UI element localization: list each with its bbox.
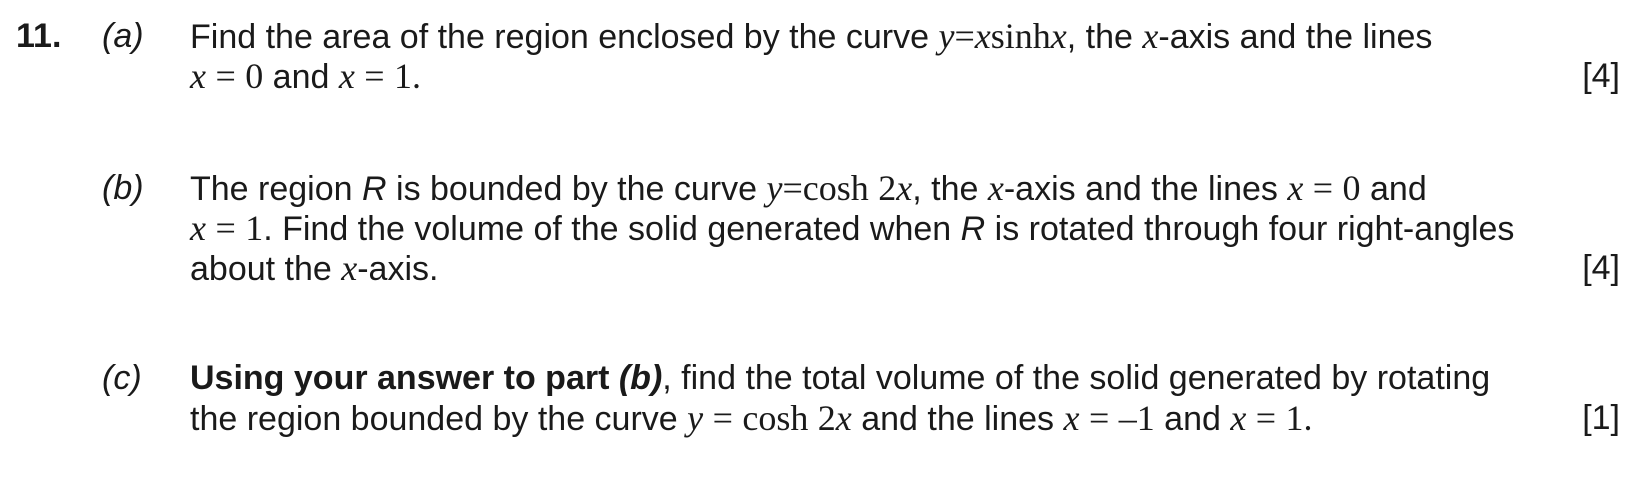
part-b-marks: [4] xyxy=(1582,249,1620,287)
math-y: y xyxy=(938,16,955,56)
math-zero: 0 xyxy=(245,56,264,96)
part-c-marks: [1] xyxy=(1582,399,1620,437)
math-x: x xyxy=(987,168,1004,208)
math-equals: = xyxy=(1312,168,1334,208)
part-c-text-2: the region bounded by the curve xyxy=(190,400,678,438)
part-b-text xyxy=(190,168,1620,288)
math-x: x xyxy=(1050,16,1067,56)
math-cosh: cosh xyxy=(742,398,809,438)
part-a-line-2 xyxy=(190,56,1620,96)
period: . xyxy=(412,56,422,96)
math-equals: = xyxy=(954,16,975,56)
math-equals: = xyxy=(712,398,733,438)
math-one: 1 xyxy=(245,208,264,248)
math-x: x xyxy=(1287,168,1304,208)
question-number: 11. xyxy=(16,17,62,55)
part-b-text-1: The region xyxy=(190,170,353,208)
math-zero: 0 xyxy=(1342,168,1361,208)
part-c-line-1 xyxy=(190,358,1620,398)
part-c-bold-part: (b) xyxy=(618,359,663,397)
part-b-text-7: about the xyxy=(190,250,332,288)
region-r: R xyxy=(362,170,387,208)
part-a-text xyxy=(190,16,1620,96)
part-a-text-2: , the xyxy=(1066,18,1133,56)
math-two: 2 xyxy=(817,398,836,438)
part-c-text xyxy=(190,358,1620,438)
math-x: x xyxy=(338,56,355,96)
math-x: x xyxy=(341,248,358,288)
part-b-text-2: is bounded by the curve xyxy=(396,170,758,208)
part-b-line-1 xyxy=(190,168,1620,208)
math-one: 1 xyxy=(394,56,413,96)
math-x: x xyxy=(190,56,206,96)
part-c-text-3: and the lines xyxy=(861,400,1055,438)
part-a-text-1: Find the area of the region enclosed by the curve xyxy=(190,18,930,56)
part-b-label: (b) xyxy=(102,169,144,207)
math-equals: = xyxy=(215,208,236,248)
math-cosh: cosh xyxy=(802,168,869,208)
part-a-label: (a) xyxy=(102,17,144,55)
part-b-and: and xyxy=(1370,170,1427,208)
math-equals: = xyxy=(1088,398,1110,438)
math-equals: = xyxy=(364,56,385,96)
part-a-text-3: -axis and the lines xyxy=(1158,18,1433,56)
part-a-line-1 xyxy=(190,16,1620,56)
math-sinh: sinh xyxy=(990,16,1051,56)
math-x: x xyxy=(1230,398,1247,438)
part-c-line-2 xyxy=(190,398,1620,438)
math-x: x xyxy=(190,208,206,248)
math-x: x xyxy=(974,16,991,56)
part-b-line-3 xyxy=(190,248,1620,288)
math-two: 2 xyxy=(878,168,897,208)
math-y: y xyxy=(766,168,783,208)
part-b-text-5: . Find the volume of the solid generated when xyxy=(263,210,952,248)
math-x: x xyxy=(1142,16,1159,56)
part-b-text-8: -axis. xyxy=(357,250,439,288)
part-b-text-4: -axis and the lines xyxy=(1003,170,1278,208)
part-c-and: and xyxy=(1164,400,1221,438)
math-y: y xyxy=(687,398,704,438)
math-x: x xyxy=(896,168,913,208)
part-b-line-2 xyxy=(190,208,1620,248)
region-r: R xyxy=(960,210,986,248)
math-x: x xyxy=(1063,398,1080,438)
part-a-and: and xyxy=(272,58,330,96)
period: . xyxy=(1303,398,1313,438)
math-equals: = xyxy=(782,168,803,208)
math-minus-one: –1 xyxy=(1118,398,1155,438)
part-a-marks: [4] xyxy=(1582,57,1620,95)
part-c-bold-text: Using your answer to part xyxy=(190,359,610,397)
math-equals: = xyxy=(215,56,236,96)
math-one: 1 xyxy=(1285,398,1304,438)
part-b-text-6: is rotated through four right-angles xyxy=(994,210,1515,248)
part-c-label: (c) xyxy=(102,359,142,397)
math-x: x xyxy=(835,398,852,438)
part-c-text-1: , find the total volume of the solid generated by rotating xyxy=(662,359,1491,397)
math-equals: = xyxy=(1255,398,1277,438)
part-b-text-3: , the xyxy=(912,170,979,208)
